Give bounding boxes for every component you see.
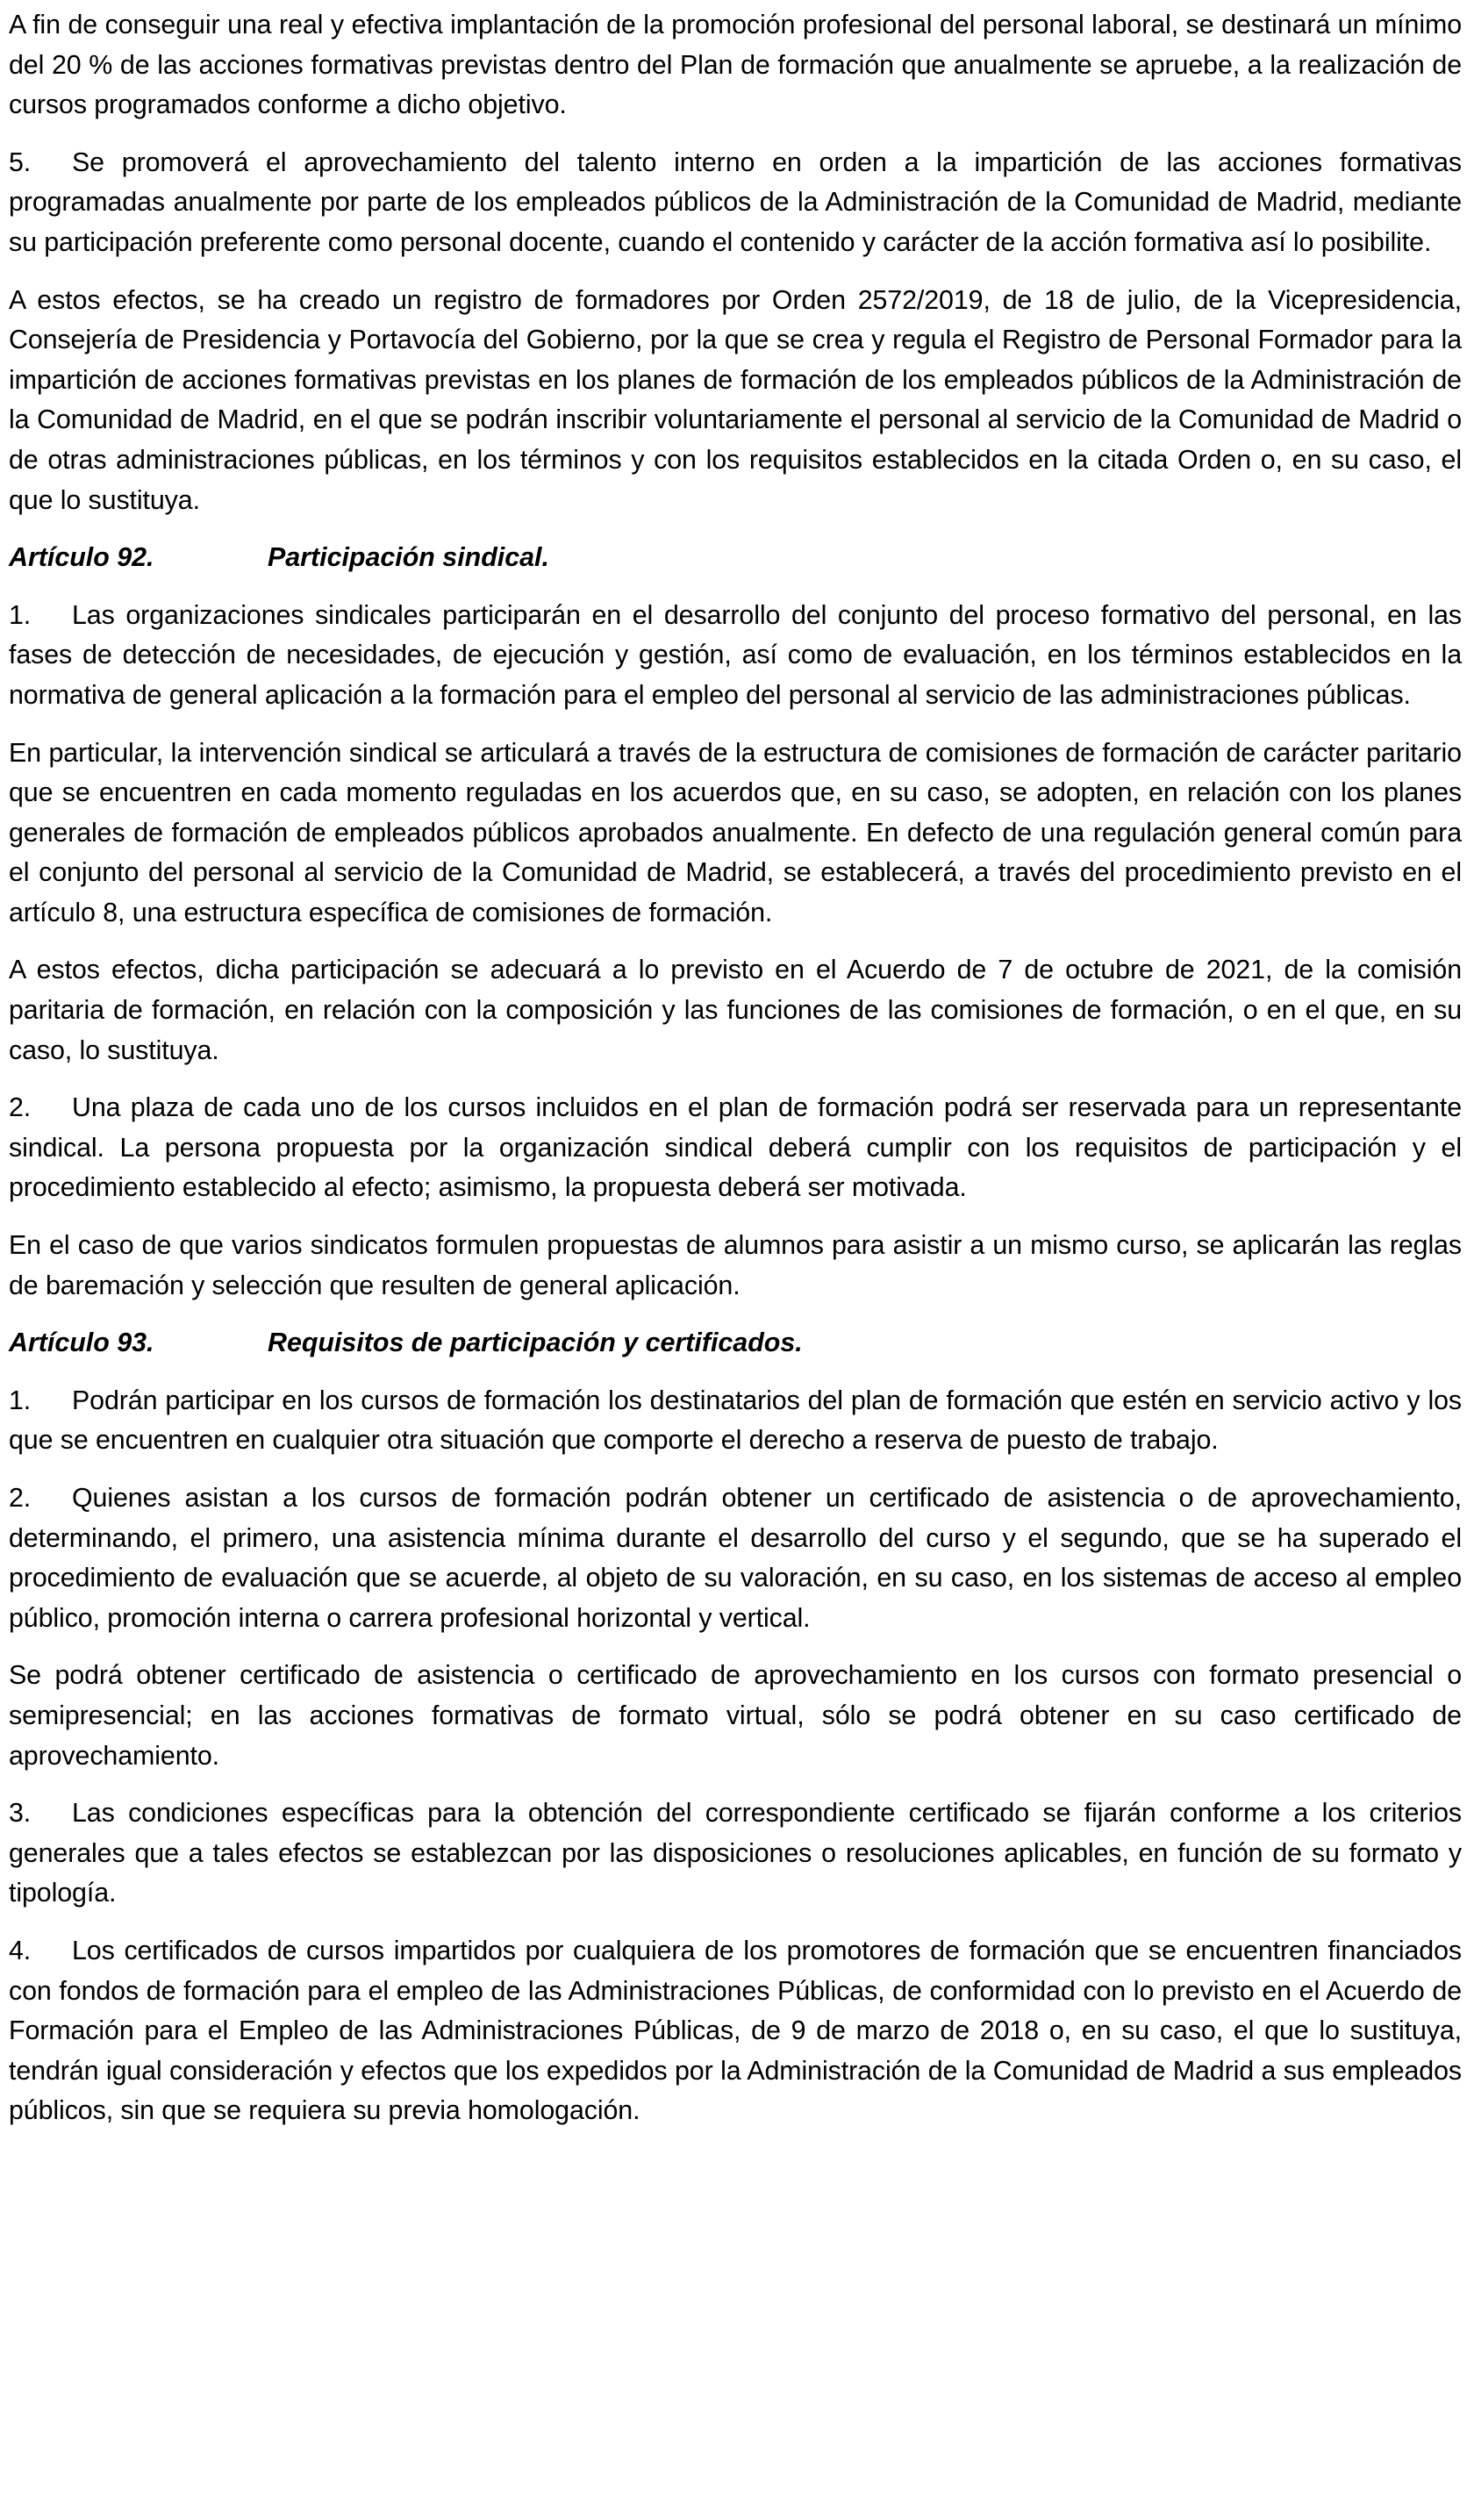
article-93-paragraph-formato	[9, 1656, 1462, 1776]
item-number: 4.	[9, 1935, 32, 1965]
paragraph-text: Los certificados de cursos impartidos por cualquiera de los promotores de formación que se encuentren financiados con fondos de formación para el empleo de las Administraciones Públicas, de conformidad con lo previsto en el Acuerdo de Formación para el Empleo de las Administraciones Públicas, de 9 de marzo de 2018 o, en su caso, el que lo sustituya, tendrán igual consideración y efectos que los expedidos por la Administración de la Comunidad de Madrid a sus empleados públicos, sin que se requiera su previa homologación.	[9, 1935, 1462, 2126]
paragraph-text: Una plaza de cada uno de los cursos incluidos en el plan de formación podrá ser reservada para un representante sindical. La persona propuesta por la organización sindical deberá cumplir con los requisitos de participación y el procedimiento establecido al efecto; asimismo, la propuesta deberá ser motivada.	[9, 1092, 1462, 1203]
paragraph-text: Se podrá obtener certificado de asistencia o certificado de aprovechamiento en los cursos con formato presencial o semipresencial; en las acciones formativas de formato virtual, sólo se podrá obtener en su caso certificado de aprovechamiento.	[9, 1660, 1462, 1771]
paragraph-text: Podrán participar en los cursos de formación los destinatarios del plan de formación que estén en servicio activo y los que se encuentren en cualquier otra situación que comporte el derecho a reserva de puesto de trabajo.	[9, 1385, 1462, 1456]
paragraph-text: A fin de conseguir una real y efectiva implantación de la promoción profesional del personal laboral, se destinará un mínimo del 20 % de las acciones formativas previstas dentro del Plan de formación que anualmente se apruebe, a la realización de cursos programados conforme a dicho objetivo.	[9, 10, 1462, 120]
article-92-item-1	[9, 596, 1462, 716]
paragraph-text: A estos efectos, se ha creado un registro de formadores por Orden 2572/2019, de 18 de julio, de la Vicepresidencia, Consejería de Presidencia y Portavocía del Gobierno, por la que se crea y regula el Registro de Personal Formador para la impartición de acciones formativas previstas en los planes de formación de los empleados públicos de la Administración de la Comunidad de Madrid, en el que se podrán inscribir voluntariamente el personal al servicio de la Comunidad de Madrid o de otras administraciones públicas, en los términos y con los requisitos establecidos en la citada Orden o, en su caso, el que lo sustituya.	[9, 284, 1462, 515]
paragraph-item-5	[9, 143, 1462, 263]
paragraph-text: En el caso de que varios sindicatos formulen propuestas de alumnos para asistir a un mismo curso, se aplicarán las reglas de baremación y selección que resulten de general aplicación.	[9, 1230, 1462, 1300]
article-92-paragraph-acuerdo	[9, 950, 1462, 1070]
article-92-paragraph-sindicatos	[9, 1226, 1462, 1306]
paragraph-promocion-profesional	[9, 5, 1462, 125]
article-93-item-2	[9, 1478, 1462, 1638]
item-number: 3.	[9, 1798, 32, 1829]
item-number: 2.	[9, 1092, 32, 1123]
item-number: 5.	[9, 147, 32, 177]
article-93-item-4	[9, 1931, 1462, 2131]
article-title: Participación sindical.	[268, 542, 549, 573]
article-93-item-3	[9, 1793, 1462, 1914]
article-92-heading	[9, 538, 1462, 578]
paragraph-text: Se promoverá el aprovechamiento del talento interno en orden a la impartición de las acciones formativas programadas anualmente por parte de los empleados públicos de la Administración de la Comunidad de Madrid, mediante su participación preferente como personal docente, cuando el contenido y carácter de la acción formativa así lo posibilite.	[9, 147, 1462, 257]
paragraph-text: Quienes asistan a los cursos de formación podrán obtener un certificado de asistencia o de aprovechamiento, determinando, el primero, una asistencia mínima durante el desarrollo del curso y el segundo, que se ha superado el procedimiento de evaluación que se acuerde, al objeto de su valoración, en su caso, en los sistemas de acceso al empleo público, promoción interna o carrera profesional horizontal y vertical.	[9, 1483, 1462, 1633]
article-number: Artículo 93.	[9, 1328, 154, 1358]
item-number: 1.	[9, 1385, 32, 1415]
article-92-item-2	[9, 1088, 1462, 1208]
item-number: 2.	[9, 1483, 32, 1513]
article-92-paragraph-comisiones	[9, 734, 1462, 934]
article-number: Artículo 92.	[9, 542, 154, 573]
article-93-heading	[9, 1323, 1462, 1364]
paragraph-text: En particular, la intervención sindical se articulará a través de la estructura de comisiones de formación de carácter paritario que se encuentren en cada momento reguladas en los acuerdos que, en su caso, se adopten, en relación con los planes generales de formación de empleados públicos aprobados anualmente. En defecto de una regulación general común para el conjunto del personal al servicio de la Comunidad de Madrid, se establecerá, a través del procedimiento previsto en el artículo 8, una estructura específica de comisiones de formación.	[9, 737, 1462, 927]
paragraph-text: Las condiciones específicas para la obtención del correspondiente certificado se fijarán conforme a los criterios generales que a tales efectos se establezcan por las disposiciones o resoluciones aplicables, en función de su formato y tipología.	[9, 1798, 1462, 1908]
article-title: Requisitos de participación y certificados.	[268, 1328, 803, 1358]
paragraph-registro-formadores	[9, 281, 1462, 521]
item-number: 1.	[9, 599, 32, 630]
document-page	[9, 5, 1462, 2131]
paragraph-text: A estos efectos, dicha participación se adecuará a lo previsto en el Acuerdo de 7 de octubre de 2021, de la comisión paritaria de formación, en relación con la composición y las funciones de las comisiones de formación, o en el que, en su caso, lo sustituya.	[9, 955, 1462, 1065]
article-93-item-1	[9, 1381, 1462, 1461]
paragraph-text: Las organizaciones sindicales participarán en el desarrollo del conjunto del proceso formativo del personal, en las fases de detección de necesidades, de ejecución y gestión, así como de evaluación, en los términos establecidos en la normativa de general aplicación a la formación para el empleo del personal al servicio de las administraciones públicas.	[9, 599, 1462, 710]
